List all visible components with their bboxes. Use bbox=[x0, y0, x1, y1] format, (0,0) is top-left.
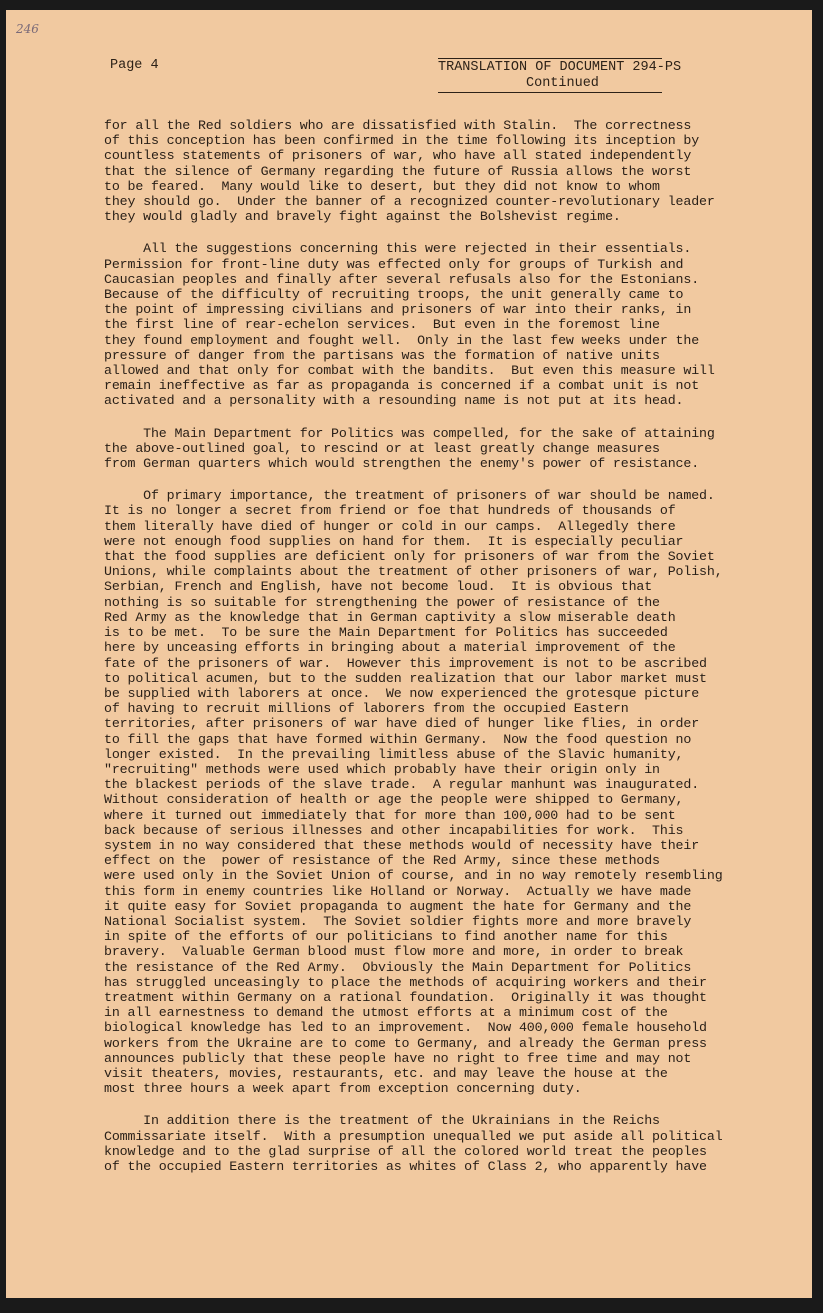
header-rule-top bbox=[438, 58, 662, 59]
document-body bbox=[104, 118, 756, 1191]
paragraph-4: Of primary importance, the treatment of prisoners of war should be named. It is no longer a secret from friend or foe that hundreds of thousands of them literally have died of hunger or cold in our camps. Allegedly there were not enough food supplies on hand for them. It is especially peculiar that the food supplies are deficient only for prisoners of war from the Soviet Unions, while complaints about the treatment of other prisoners of war, Polish, Serbian, French and English, have not become loud. It is obvious that nothing is so suitable for strengthening the power of resistance of the Red Army as the knowledge that in German captivity a slow miserable death is to be met. To be sure the Main Department for Politics has succeeded here by unceasing efforts in bringing about a material improvement of the fate of the prisoners of war. However this improvement is not to be ascribed to political acumen, but to the sudden realization that our labor market must be supplied with laborers at once. We now experienced the grotesque picture of having to recruit millions of laborers from the occupied Eastern territories, after prisoners of war have died of hunger like flies, in order to fill the gaps that have formed within Germany. Now the food question no longer existed. In the prevailing limitless abuse of the Slavic humanity, "recruiting" methods were used which probably have their origin only in the blackest periods of the slave trade. A regular manhunt was inaugurated. Without consideration of health or age the people were shipped to Germany, where it turned out immediately that for more than 100,000 had to be sent back because of serious illnesses and other incapabilities for work. This system in no way considered that these methods would of necessity have their effect on the power of resistance of the Red Army, since these methods were used only in the Soviet Union of course, and in no way remotely resembling this form in enemy countries like Holland or Norway. Actually we have made it quite easy for Soviet propaganda to augment the hate for Germany and the National Socialist system. The Soviet soldier fights more and more bravely in spite of the efforts of our politicians to find another name for this bravery. Valuable German blood must flow more and more, in order to break the resistance of the Red Army. Obviously the Main Department for Politics has struggled unceasingly to place the methods of acquiring workers and their treatment within Germany on a rational foundation. Originally it was thought in all earnestness to demand the utmost efforts at a minimum cost of the biological knowledge has led to an improvement. Now 400,000 female household workers from the Ukraine are to come to Germany, and already the German press announces publicly that these people have no right to free time and may not visit theaters, movies, restaurants, etc. and may leave the house at the most three hours a week apart from exception concerning duty. bbox=[104, 488, 723, 1097]
paragraph-1: for all the Red soldiers who are dissatisfied with Stalin. The correctness of this conception has been confirmed in the time following its inception by countless statements of prisoners of war, who have all stated independently that the silence of Germany regarding the future of Russia allows the worst to be feared. Many would like to desert, but they did not know to whom they should go. Under the banner of a recognized counter-revolutionary leader they would gladly and bravely fight against the Bolshevist regime. bbox=[104, 118, 715, 225]
document-title: TRANSLATION OF DOCUMENT 294-PS bbox=[438, 60, 682, 75]
paragraph-2: All the suggestions concerning this were rejected in their essentials. Permission for front-line duty was effected only for groups of Turkish and Caucasian peoples and finally after several refusals also for the Estonians. Because of the difficulty of recruiting troops, the unit generally came to the point of impressing civilians and prisoners of war into their ranks, in the first line of rear-echelon services. But even in the foremost line they found employment and fought well. Only in the last few weeks under the pressure of danger from the partisans was the formation of native units allowed and that only for combat with the bandits. But even this measure will remain ineffective as far as propaganda is concerned if a combat unit is not activated and a personality with a resounding name is not put at its head. bbox=[104, 241, 715, 409]
paragraph-3: The Main Department for Politics was compelled, for the sake of attaining the above-outlined goal, to rescind or at least greatly change measures from German quarters which would strengthen the enemy's power of resistance. bbox=[104, 425, 715, 472]
document-page bbox=[6, 10, 812, 1298]
paragraph-5: In addition there is the treatment of the Ukrainians in the Reichs Commissariate itself. With a presumption unequalled we put aside all political knowledge and to the glad surprise of all the colored world treat the peoples of the occupied Eastern territories as whites of Class 2, who apparently have bbox=[104, 1113, 723, 1174]
header-rule-bottom bbox=[438, 92, 662, 93]
archive-number: 246 bbox=[16, 22, 39, 36]
page-number: Page 4 bbox=[110, 58, 159, 73]
document-subtitle: Continued bbox=[526, 76, 599, 91]
